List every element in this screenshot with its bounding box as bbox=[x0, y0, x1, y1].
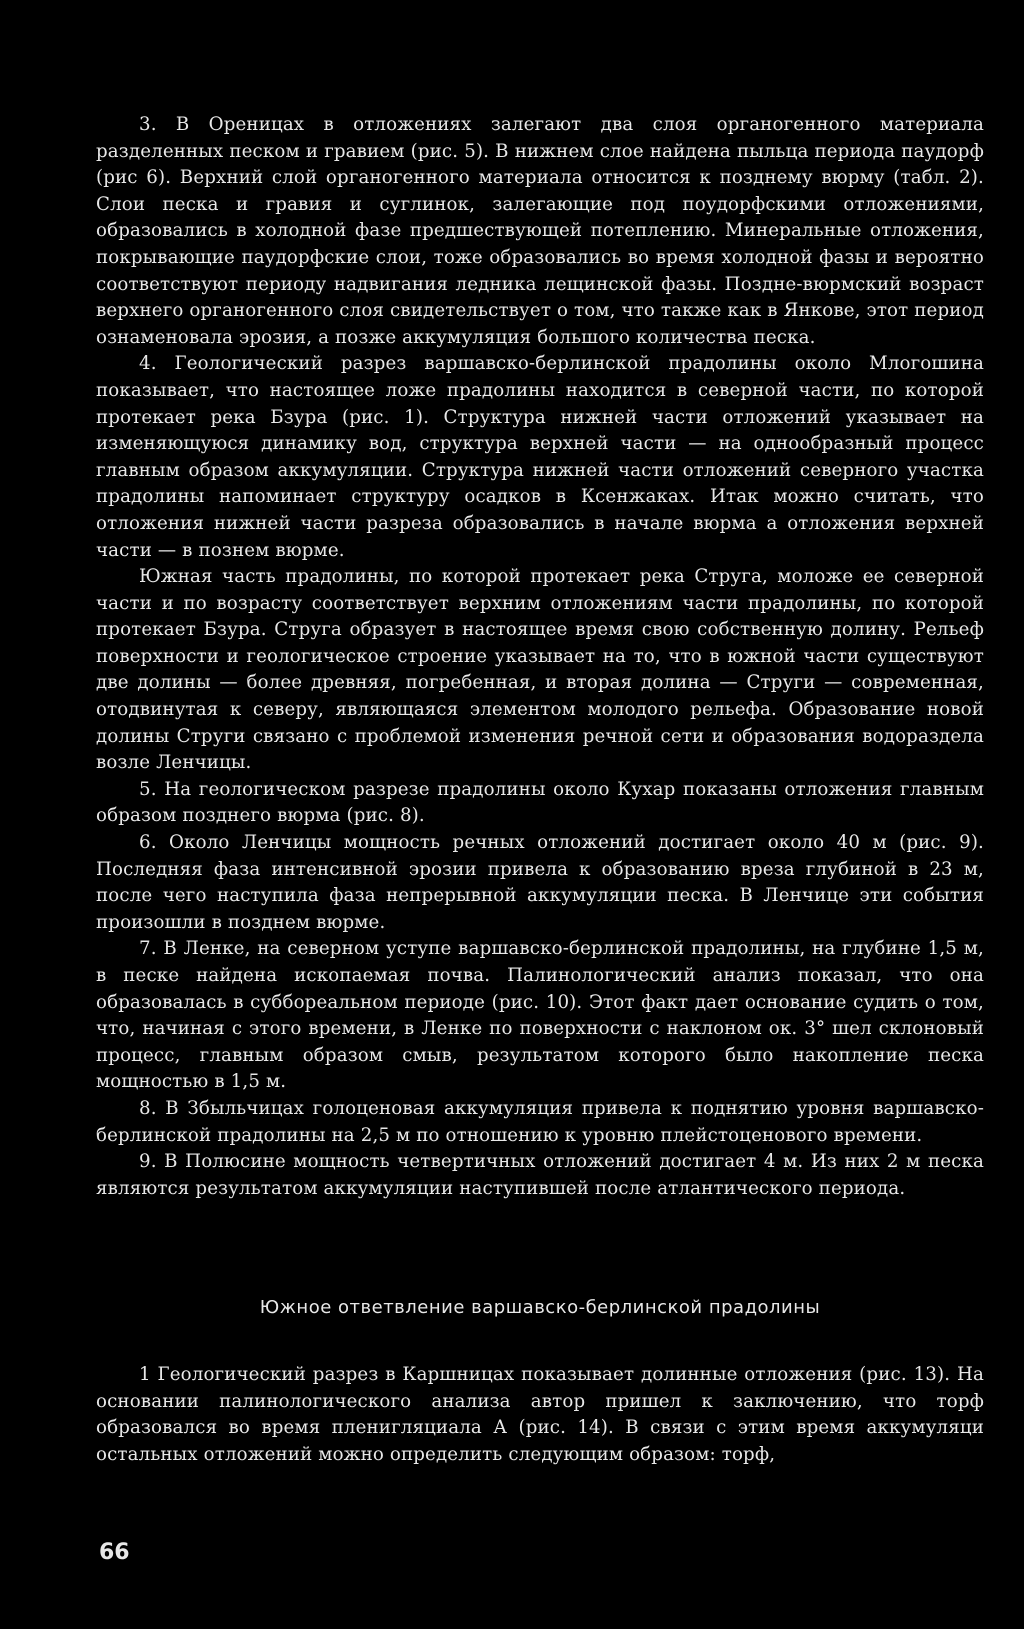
paragraph-7-lenka: 7. В Ленке, на северном уступе варшавско-берлинской прадолины, на глубине 1,5 м, в песке найдена ископаемая почва. Палинологический анализ показал, что она образовалась в суббореальном периоде (рис. 10). Этот факт дает основание судить о том, что, начиная с этого времени, в Ленке по поверхности с наклоном ок. 3° шел склоновый процесс, главным образом смыв, результатом которого было накопление песка мощностью в 1,5 м. bbox=[96, 938, 984, 1093]
paragraph-south-part: Южная часть прадолины, по которой протекает река Струга, моложе ее северной части и по возрасту соответствует верхним отложениям части прадолины, по которой протекает Бзура. Струга образует в настоящее время свою собственную долину. Рельеф поверхности и геологическое строение указывает на то, что в южной части существуют две долины — более древняя, погребенная, и вторая долина — Струги — современная, отодвинутая к северу, являющаяся элементом молодого рельефа. Образование новой долины Струги связано с проблемой изменения речной сети и образования водораздела возле Ленчицы. bbox=[96, 566, 984, 774]
paragraph-4-mlogoshin: 4. Геологический разрез варшавско-берлинской прадолины около Млогошина показывает, что настоящее ложе прадолины находится в северной части, по которой протекает река Бзура (рис. 1). Структура нижней части отложений указывает на изменяющуюся динамику вод, структура верхней части — на однообразный процесс главным образом аккумуляции. Структура нижней части отложений северного участка прадолины напоминает структуру осадков в Ксенжаках. Итак можно считать, что отложения нижней части разреза образовались в начале вюрма а отложения верхней части — в познем вюрме. bbox=[96, 353, 984, 561]
paragraph-8-zbylchitsy: 8. В Збыльчицах голоценовая аккумуляция привела к поднятию уровня варшавско-берлинской прадолины на 2,5 м по отношению к уровню плейстоценового времени. bbox=[96, 1097, 984, 1146]
paragraph-3-orenitsy: 3. В Ореницах в отложениях залегают два слоя органогенного материала разделенных песком и гравием (рис. 5). В нижнем слое найдена пыльца периода паудорф (рис 6). Верхний слой органогенного материала относится к позднему вюрму (табл. 2). Слои песка и гравия и суглинок, залегающие под поудорфскими отложениями, образовались в холодной фазе предшествующей потеплению. Минеральные отложения, покрывающие паудорфские слои, тоже образовались во время холодной фазы и вероятно соответствуют периоду надвигания ледника лещинской фазы. Поздне-вюрмский возраст верхнего органогенного слоя свидетельствует о том, что также как в Янкове, этот период ознаменовала эрозия, а позже аккумуляция большого количества песка. bbox=[96, 114, 984, 348]
paragraph-6-lenchitsa: 6. Около Ленчицы мощность речных отложений достигает около 40 м (рис. 9). Последняя фаза интенсивной эрозии привела к образованию вреза глубиной в 23 м, после чего наступила фаза непрерывной аккумуляции песка. В Ленчице эти события произошли в позднем вюрме. bbox=[96, 832, 984, 933]
paragraph-5-kukhar: 5. На геологическом разрезе прадолины около Кухар показаны отложения главным образом позднего вюрма (рис. 8). bbox=[96, 778, 984, 827]
section-heading: Южное ответвление варшавско-берлинской прадолины bbox=[259, 1297, 821, 1319]
document-page bbox=[96, 112, 984, 1468]
page-number: 66 bbox=[99, 1540, 130, 1565]
paragraph-1-karshnitsy: 1 Геологический разрез в Каршницах показывает долинные отложения (рис. 13). На основании палинологического анализа автор пришел к заключению, что торф образовался во время пленигляциала А (рис. 14). В связи с этим время аккумуляци остальных отложений можно определить следующим образом: торф, bbox=[96, 1363, 984, 1465]
paragraph-9-polyusin: 9. В Полюсине мощность четвертичных отложений достигает 4 м. Из них 2 м песка являются результатом аккумуляции наступившей после атлантического периода. bbox=[96, 1151, 984, 1199]
